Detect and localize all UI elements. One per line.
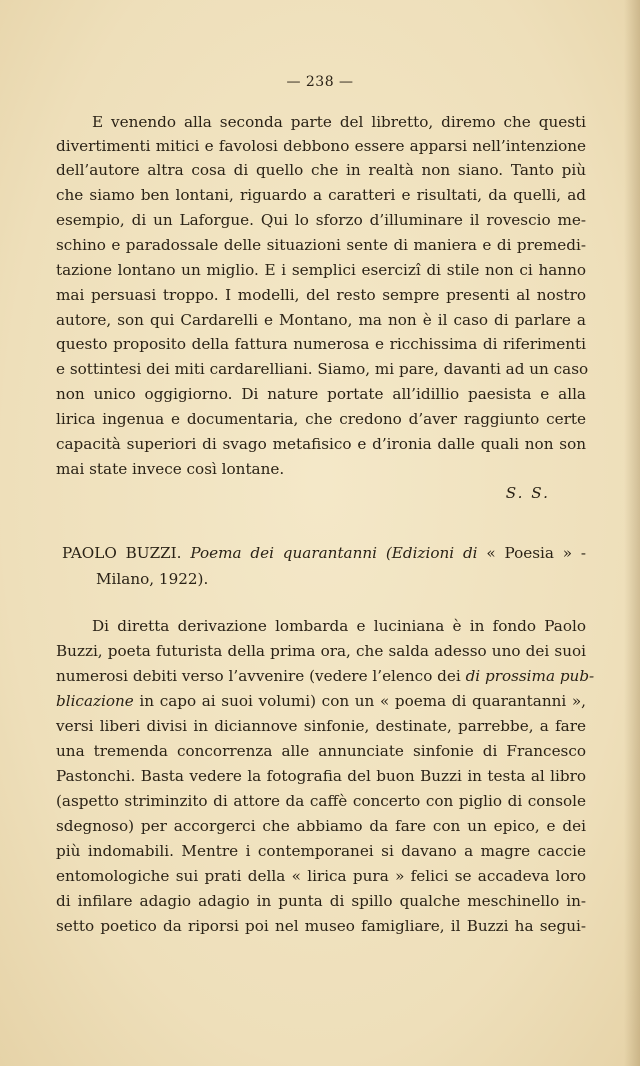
text-line: sdegnoso) per accorgerci che abbiamo da fare con un epico, e dei [56,817,586,835]
text-line: una tremenda concorrenza alle annunciate sinfonie di Francesco [56,742,586,760]
text-line: esempio, di un Laforgue. Qui lo sforzo d’illuminare il rovescio me- [56,211,586,229]
text-fragment: numerosi debiti verso l’avvenire (vedere l’elenco dei [56,667,461,685]
text-line [56,691,586,711]
page-edge-shadow [624,0,640,1066]
text-line: mai state invece così lontane. [56,460,285,478]
text-line: di infilare adagio adagio in punta di spillo qualche meschinello in- [56,892,586,910]
heading-author: PAOLO BUZZI. [62,544,182,562]
text-line: setto poetico da riporsi poi nel museo famigliare, il Buzzi ha segui- [56,917,586,935]
text-fragment-italic: blicazione [56,692,134,710]
text-line: e sottintesi dei miti cardarelliani. Siamo, mi pare, davanti ad un caso [56,360,589,378]
review-signature: S. S. [505,484,550,502]
text-line: più indomabili. Mentre i contemporanei si davano a magre caccie [56,842,586,860]
text-fragment-italic: di prossima pub- [465,667,595,685]
heading-publisher-name: « Poesia » [486,544,573,562]
text-line: questo proposito della fattura numerosa e ricchissima di riferimenti [56,335,586,353]
heading-line: Milano, 1922). [96,570,209,588]
heading-publisher: (Edizioni di [385,544,478,562]
text-line: divertimenti mitici e favolosi debbono essere apparsi nell’intenzione [56,137,586,155]
text-line: entomologiche sui prati della « lirica pura » felici se accadeva loro [56,867,586,885]
text-line: E venendo alla seconda parte del libretto, diremo che questi [92,113,586,131]
text-line: che siamo ben lontani, riguardo a caratteri e risultati, da quelli, ad [56,186,586,204]
text-line: Pastonchi. Basta vedere la fotografia del buon Buzzi in testa al libro [56,767,586,785]
heading-line [62,543,586,563]
text-line: versi liberi divisi in diciannove sinfonie, destinate, parrebbe, a fare [56,717,586,735]
text-line: dell’autore altra cosa di quello che in realtà non siano. Tanto più [56,161,586,179]
text-line: Di diretta derivazione lombarda e luciniana è in fondo Paolo [92,617,586,635]
text-line: schino e paradossale delle situazioni sente di maniera e di premedi- [56,236,586,254]
page-number: — 238 — [286,74,354,90]
text-line: (aspetto striminzito di attore da caffè concerto con piglio di console [56,792,586,810]
text-line: autore, son qui Cardarelli e Montano, ma non è il caso di parlare a [56,311,586,329]
text-fragment: in capo ai suoi volumi) con un « poema di quarantanni », [139,692,587,710]
text-line: lirica ingenua e documentaria, che credono d’aver raggiunto certe [56,410,586,428]
heading-title: Poema dei quarantanni [190,544,378,562]
text-line [56,666,595,686]
text-line: capacità superiori di svago metafisico e d’ironia dalle quali non son [56,435,586,453]
text-line: Buzzi, poeta futurista della prima ora, che salda adesso uno dei suoi [56,642,586,660]
text-line: non unico oggigiorno. Di nature portate all’idillio paesista e alla [56,385,586,403]
text-line: tazione lontano un miglio. E i semplici esercizî di stile non ci hanno [56,261,586,279]
heading-dash: - [580,544,587,562]
text-line: mai persuasi troppo. I modelli, del resto sempre presenti al nostro [56,286,586,304]
